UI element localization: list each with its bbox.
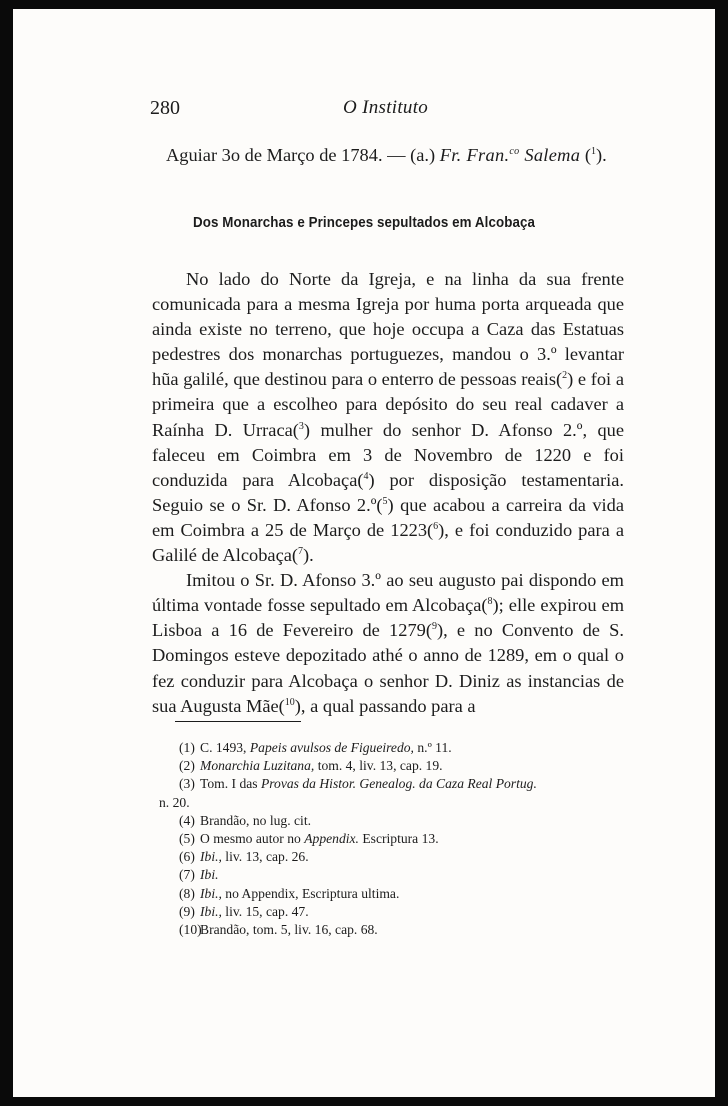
- footnote-item: (1) C. 1493, Papeis avulsos de Figueiredo, n.º 11.: [179, 740, 452, 755]
- paragraph-1: No lado do Norte da Igreja, e na linha da sua frente comunicada para a mesma Igreja por huma porta arqueada que ainda existe no terreno, que hoje occupa a Caza das Estatuas pedestres dos monarchas portuguezes, mandou o 3.º levantar hũa galilé, que destinou para o enterro de pessoas reais($^2$) e foi a primeira que a escolheo para depósito do seu real cadaver a Raínha D. Urraca($^3$) mulher do senhor D. Afonso 2.º, que faleceu em Coimbra em 3 de Novembro de 1220 e foi conduzida para Alcobaça($^4$) por disposição testamentaria. Seguio se o Sr. D. Afonso 2.º($^5$) que acabou a carreira da vida em Coimbra a 25 de Março de 1223($^6$), e foi conduzido para a Galilé de Alcobaça($^7$).: [152, 269, 625, 566]
- footnote-item: (9) Ibi., liv. 15, cap. 47.: [179, 903, 309, 919]
- page-header: [13, 97, 715, 121]
- footnote-item: (5) O mesmo autor no Appendix. Escriptura 13.: [179, 831, 439, 847]
- footnote-item: (6) Ibi., liv. 13, cap. 26.: [179, 849, 309, 865]
- page-number: 280: [150, 97, 180, 119]
- footnotes: [159, 739, 629, 939]
- footnote-ref[interactable]: 5: [382, 495, 388, 507]
- footnote-item: (7) Ibi.: [179, 867, 219, 883]
- footnote-item: (3) Tom. I das Provas da Histor. Genealog. da Caza Real Portug. n. 20.: [159, 776, 537, 810]
- intro-paragraph: Aguiar 3o de Março de 1784. — (a.) Fr. Fran.$^{co}$ Salema ($^1$).: [166, 145, 607, 165]
- footnote-ref[interactable]: 7: [298, 545, 304, 557]
- running-title: O Instituto: [343, 97, 429, 118]
- footnote-item: (2) Monarchia Luzitana, tom. 4, liv. 13, cap. 19.: [179, 758, 443, 774]
- footnote-ref[interactable]: 6: [433, 520, 439, 532]
- footnote-ref[interactable]: 4: [363, 470, 369, 482]
- footnote-divider: [175, 721, 301, 722]
- section-heading: Dos Monarchas e Princepes sepultados em Alcobaça: [192, 215, 535, 231]
- footnote-ref[interactable]: 10: [284, 696, 295, 708]
- intro-text: Aguiar 3o de Março de 1784. — (a.): [166, 145, 440, 165]
- paragraph-2: Imitou o Sr. D. Afonso 3.º ao seu augusto pai dispondo em última vontade fosse sepultado em Alcobaça($^8$); elle expirou em Lisboa a 16 de Fevereiro de 1279($^9$), e no Convento de S. Domingos esteve depozitado athé o anno de 1289, em o qual o fez conduzir para Alcobaça o senhor D. Diniz as instancias de sua Augusta Mãe($^{10}$), a qual passando para a: [152, 570, 625, 716]
- footnote-item: (8) Ibi., no Appendix, Escriptura ultima.: [179, 885, 400, 901]
- book-page: [13, 9, 715, 1097]
- footnote-ref[interactable]: 3: [298, 420, 304, 432]
- footnote-ref[interactable]: 9: [431, 621, 437, 633]
- footnote-ref[interactable]: 2: [562, 370, 568, 382]
- footnote-item: (4) Brandão, no lug. cit.: [179, 812, 311, 828]
- footnote-ref[interactable]: 8: [487, 596, 493, 608]
- footnote-item: (10)Brandão, tom. 5, liv. 16, cap. 68.: [179, 922, 378, 938]
- signature: Fr. Fran.$^{co}$ Salema: [439, 145, 581, 165]
- main-text: [152, 267, 624, 719]
- footnote-ref[interactable]: 1: [591, 145, 596, 157]
